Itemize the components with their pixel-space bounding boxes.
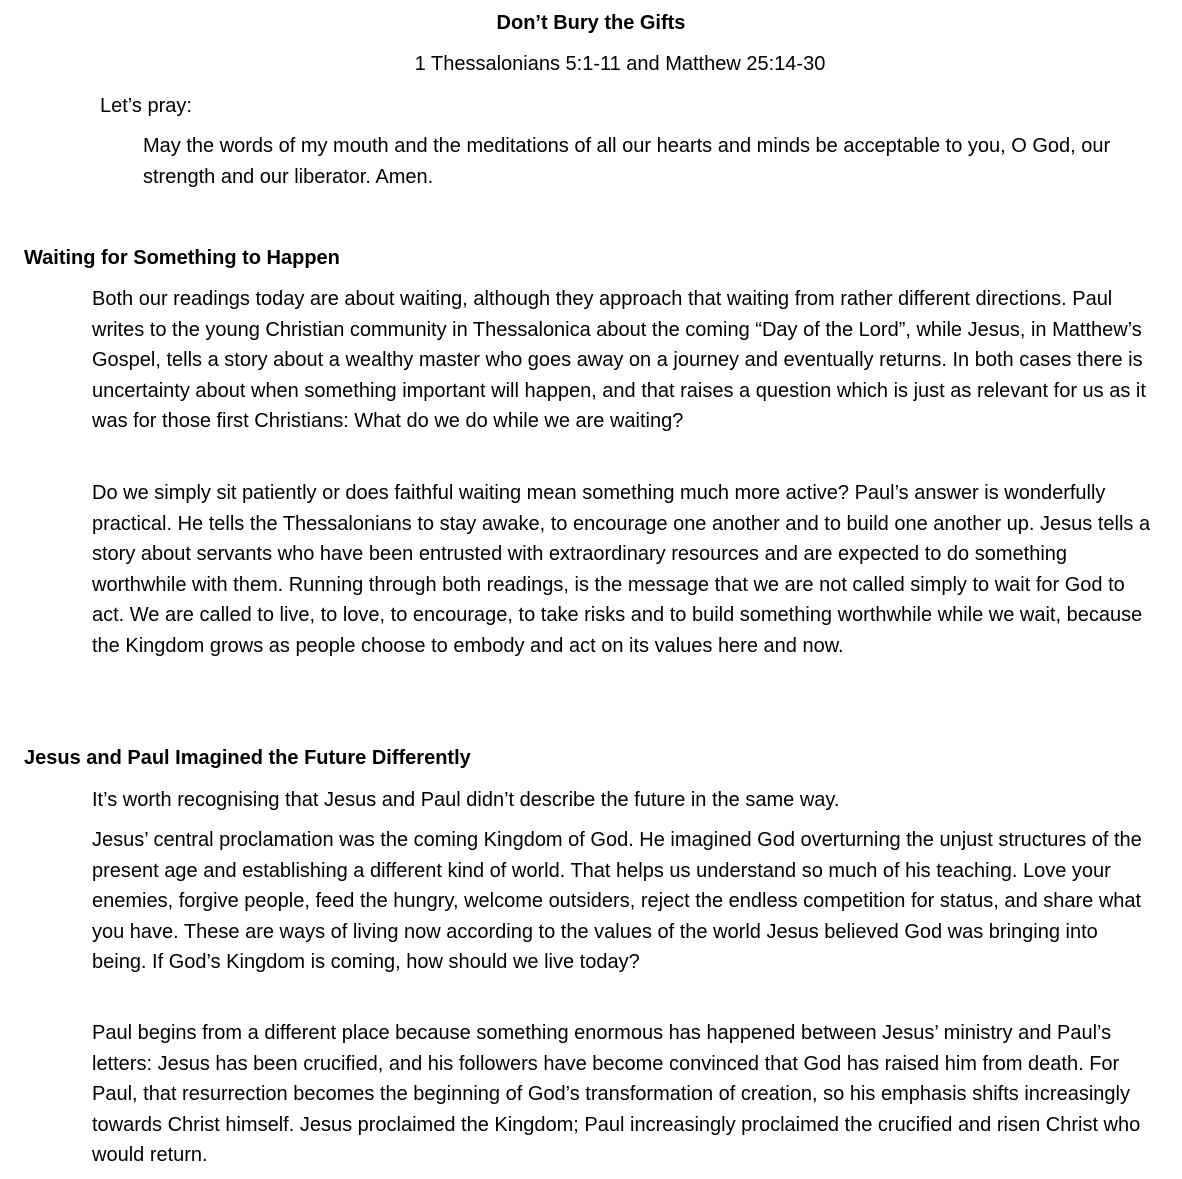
paragraph: Jesus’ central proclamation was the coming Kingdom of God. He imagined God overturning the unjust structures of the present age and establishing a different kind of world. That helps us understand so much of his teaching. Love your enemies, forgive people, feed the hungry, welcome outsiders, reject the endless competition for status, and share what you have. These are ways of living now according to the values of the world Jesus believed God was bringing into being. If God’s Kingdom is coming, how should we live today? [92, 829, 1142, 973]
prayer-text: May the words of my mouth and the meditations of all our hearts and minds be acceptable to you, O God, our strength and our liberator. Amen. [143, 135, 1111, 188]
scripture-reference: 1 Thessalonians 5:1-11 and Matthew 25:14-30 [414, 53, 826, 75]
prayer-intro: Let’s pray: [100, 95, 192, 117]
paragraph: It’s worth recognising that Jesus and Paul didn’t describe the future in the same way. [92, 789, 840, 811]
page-title: Don’t Bury the Gifts [496, 12, 686, 34]
section-heading-waiting: Waiting for Something to Happen [24, 247, 340, 269]
paragraph: Both our readings today are about waiting, although they approach that waiting from rather different directions. Paul writes to the young Christian community in Thessalonica about the coming “Day of the Lord”, while Jesus, in Matthew’s Gospel, tells a story about a wealthy master who goes away on a journey and eventually returns. In both cases there is uncertainty about when something important will happen, and that raises a question which is just as relevant for us as it was for those first Christians: What do we do while we are waiting? [92, 288, 1146, 432]
paragraph: Paul begins from a different place because something enormous has happened between Jesus’ ministry and Paul’s letters: Jesus has been crucified, and his followers have become convinced that God has raised him from death. For Paul, that resurrection becomes the beginning of God’s transformation of creation, so his emphasis shifts increasingly towards Christ himself. Jesus proclaimed the Kingdom; Paul increasingly proclaimed the crucified and risen Christ who would return. [92, 1022, 1141, 1166]
paragraph: Do we simply sit patiently or does faithful waiting mean something much more active? Paul’s answer is wonderfully practical. He tells the Thessalonians to stay awake, to encourage one another and to build one another up. Jesus tells a story about servants who have been entrusted with extraordinary resources and are expected to do something worthwhile with them. Running through both readings, is the message that we are not called simply to wait for God to act. We are called to live, to love, to encourage, to take risks and to build something worthwhile while we wait, because the Kingdom grows as people choose to embody and act on its values here and now. [92, 482, 1151, 657]
section-heading-future: Jesus and Paul Imagined the Future Differently [24, 747, 471, 769]
